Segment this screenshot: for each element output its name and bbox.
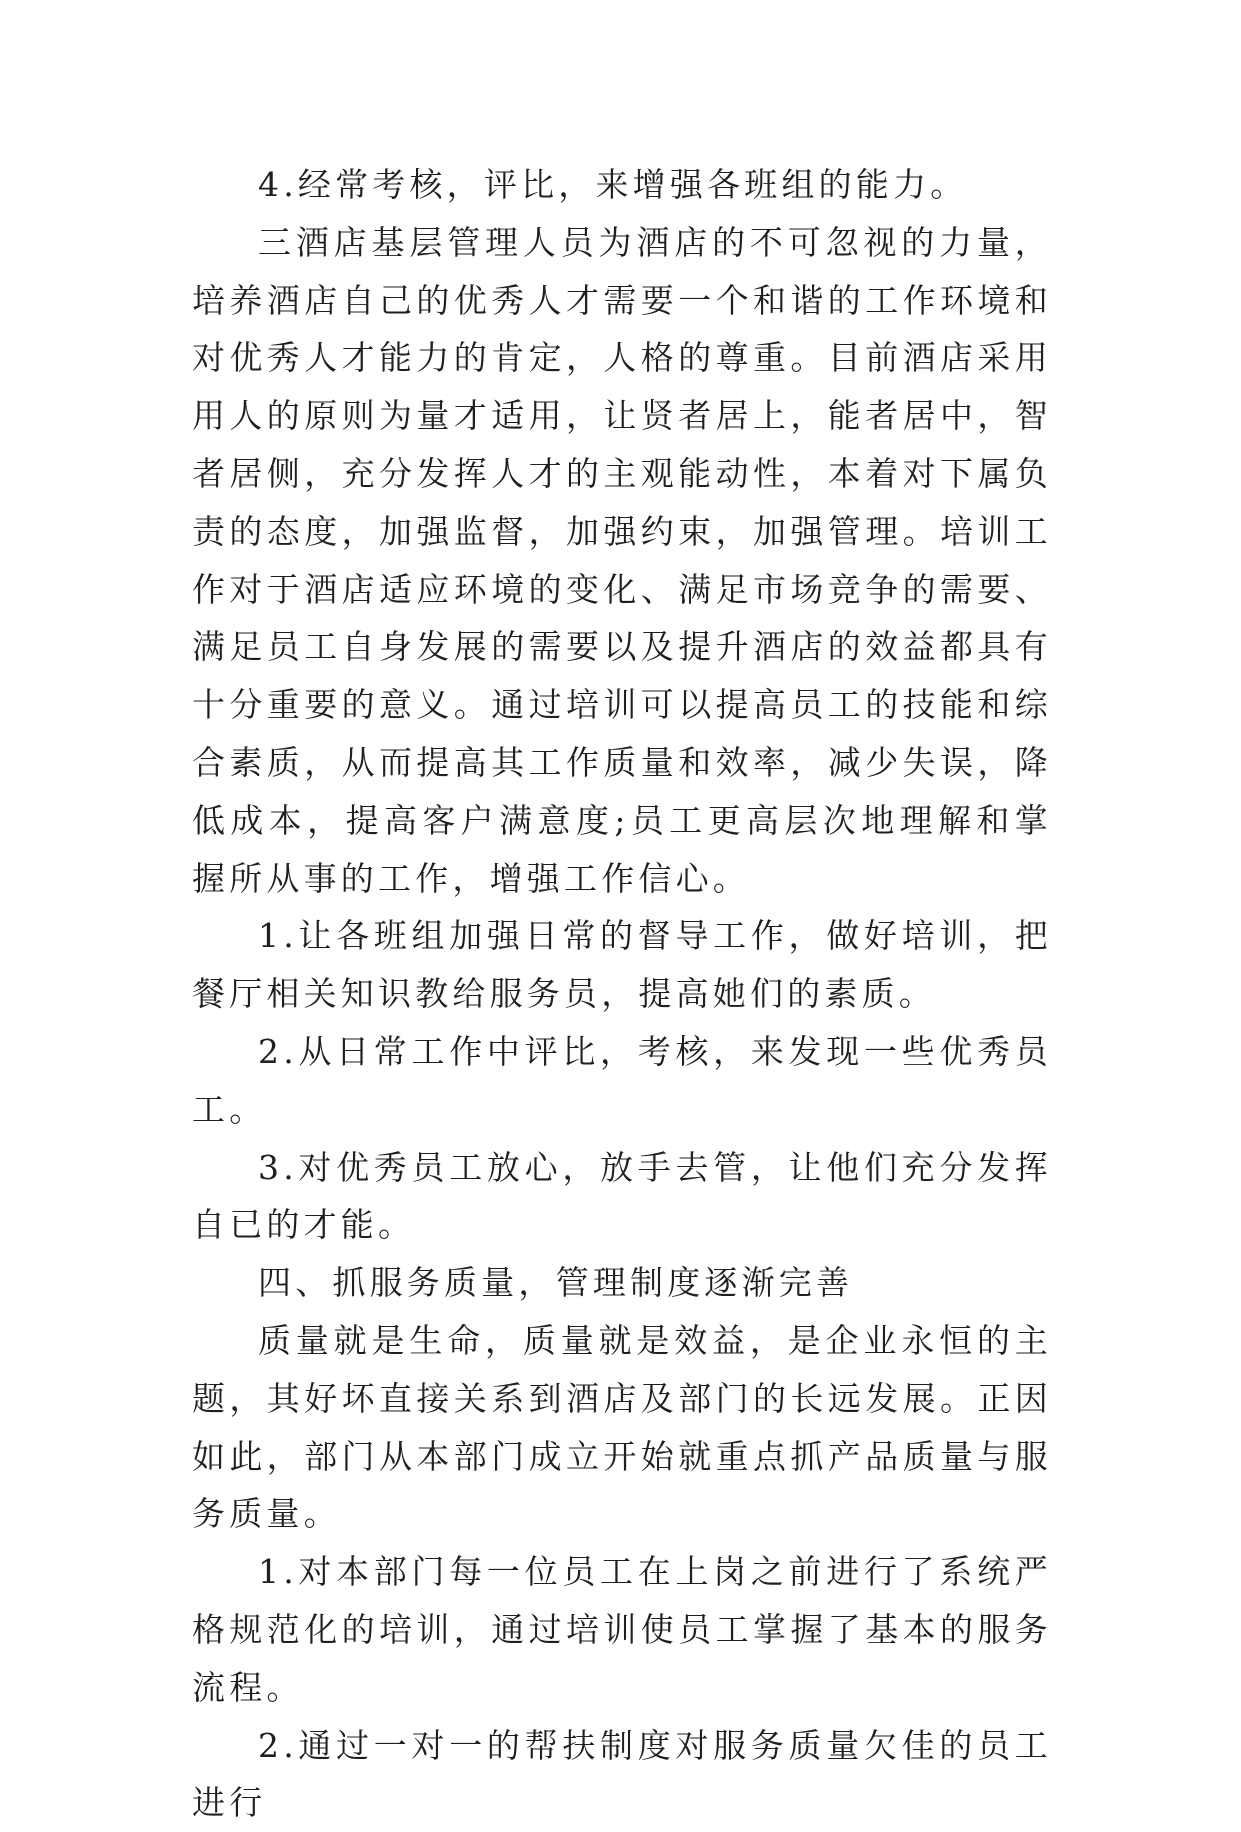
paragraph-section-3-staff-training: 三酒店基层管理人员为酒店的不可忽视的力量，培养酒店自己的优秀人才需要一个和谐的工作环境和对优秀人才能力的肯定，人格的尊重。目前酒店采用用人的原则为量才适用，让贤者居上，能者居中，智者居侧，充分发挥人才的主观能动性，本着对下属负责的态度，加强监督，加强约束，加强管理。培训工作对于酒店适应环境的变化、满足市场竞争的需要、满足员工自身发展的需要以及提升酒店的效益都具有十分重要的意义。通过培训可以提高员工的技能和综合素质，从而提高其工作质量和效率，减少失误，降低成本，提高客户满意度;员工更高层次地理解和掌握所从事的工作，增强工作信心。 — [192, 222, 1052, 898]
paragraph-item-1-supervision: 1.让各班组加强日常的督导工作，做好培训，把餐厅相关知识教给服务员，提高她们的素质。 — [192, 916, 1052, 1014]
document-body — [192, 156, 1052, 1832]
paragraph-item-1-pre-job-training: 1.对本部门每一位员工在上岗之前进行了系统严格规范化的培训，通过培训使员工掌握了基本的服务流程。 — [192, 1552, 1052, 1707]
paragraph-quality-is-life: 质量就是生命，质量就是效益，是企业永恒的主题，其好坏直接关系到酒店及部门的长远发展。正因如此，部门从本部门成立开始就重点抓产品质量与服务质量。 — [192, 1320, 1052, 1534]
paragraph-item-3-trust: 3.对优秀员工放心，放手去管，让他们充分发挥自已的才能。 — [192, 1147, 1052, 1245]
section-heading-4-service-quality: 四、抓服务质量，管理制度逐渐完善 — [258, 1263, 854, 1303]
paragraph-item-4-assessment: 4.经常考核，评比，来增强各班组的能力。 — [258, 165, 968, 204]
paragraph-item-2-evaluation: 2.从日常工作中评比，考核，来发现一些优秀员工。 — [192, 1031, 1052, 1129]
paragraph-item-2-mentoring: 2.通过一对一的帮扶制度对服务质量欠佳的员工进行 — [192, 1725, 1052, 1823]
